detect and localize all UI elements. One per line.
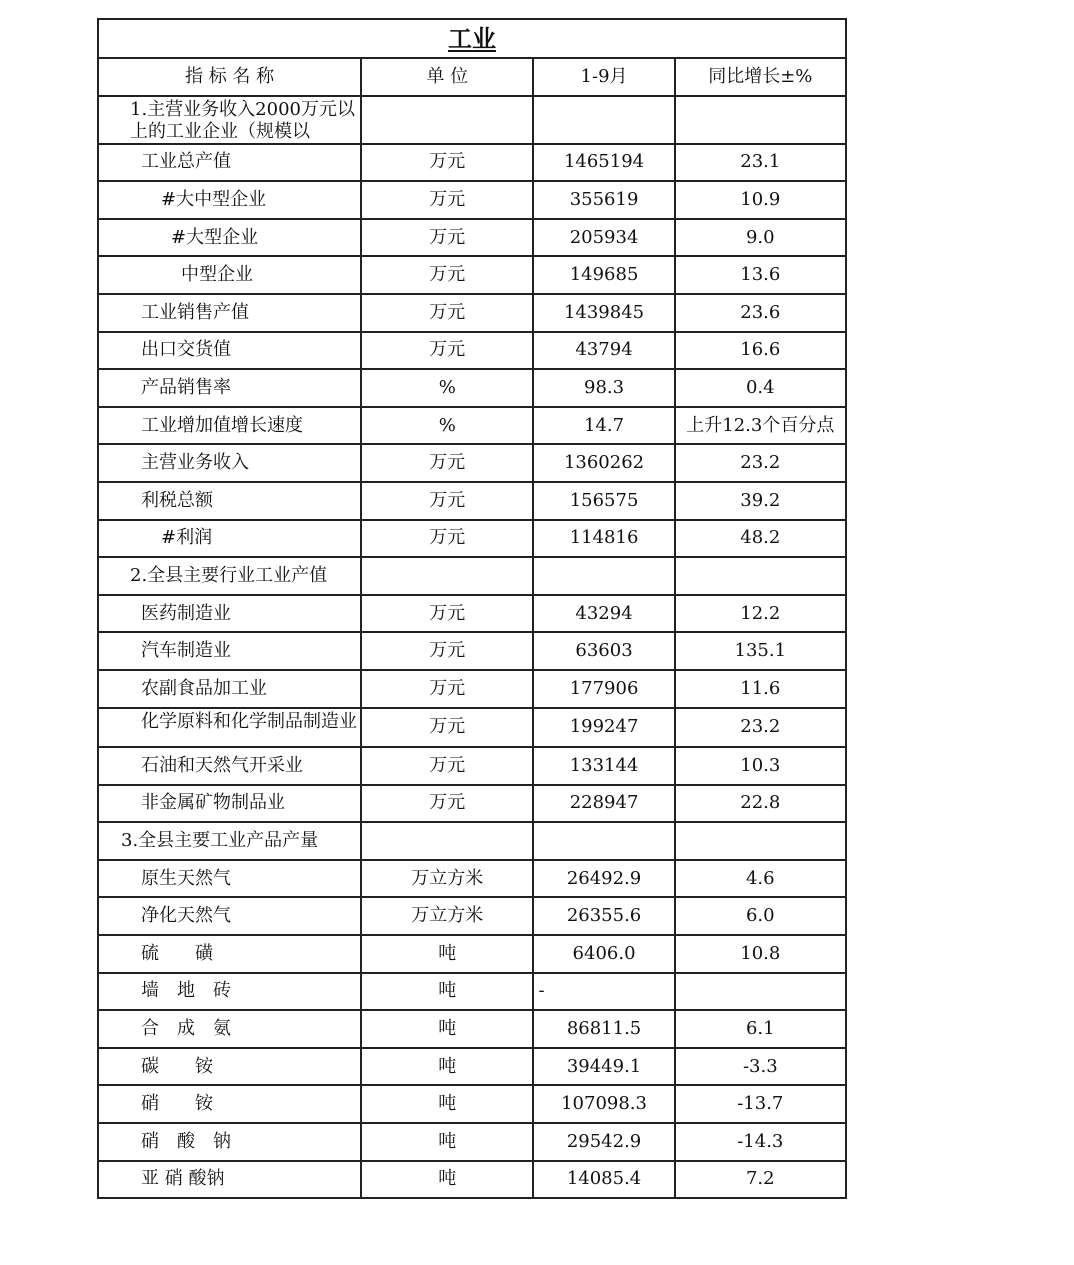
- row-value: 149685: [533, 256, 674, 294]
- row-name: 石油和天然气开采业: [98, 747, 361, 785]
- row-growth: 23.1: [675, 144, 846, 182]
- row-name: 工业总产值: [98, 144, 361, 182]
- row-unit: 万元: [361, 708, 533, 748]
- table-row: [98, 1123, 846, 1161]
- header-indicator-name: 指 标 名 称: [98, 58, 361, 96]
- table-row: [98, 670, 846, 708]
- row-growth: 22.8: [675, 785, 846, 823]
- table-row: [98, 860, 846, 898]
- table-row: [98, 219, 846, 257]
- row-value: -: [533, 973, 674, 1011]
- row-name: 主营业务收入: [98, 444, 361, 482]
- row-value: 29542.9: [533, 1123, 674, 1161]
- row-unit: 万元: [361, 670, 533, 708]
- row-growth: 6.1: [675, 1010, 846, 1048]
- table-row: [98, 973, 846, 1011]
- row-growth: 16.6: [675, 332, 846, 370]
- row-name: 硝 酸 钠: [98, 1123, 361, 1161]
- row-name: 净化天然气: [98, 897, 361, 935]
- row-unit: [361, 557, 533, 595]
- row-unit: 万立方米: [361, 860, 533, 898]
- row-name: 2.全县主要行业工业产值: [98, 557, 361, 595]
- table-row-section: [98, 557, 846, 595]
- row-value: 63603: [533, 632, 674, 670]
- row-name: 碳 铵: [98, 1048, 361, 1086]
- row-growth: 23.2: [675, 444, 846, 482]
- row-unit: 万元: [361, 144, 533, 182]
- row-growth: 48.2: [675, 520, 846, 558]
- table-row-section: [98, 96, 846, 144]
- table-row: [98, 595, 846, 633]
- row-unit: 万元: [361, 785, 533, 823]
- row-growth: 135.1: [675, 632, 846, 670]
- row-value: 43294: [533, 595, 674, 633]
- row-value: 228947: [533, 785, 674, 823]
- table-row: [98, 332, 846, 370]
- row-unit: %: [361, 369, 533, 407]
- row-name: 非金属矿物制品业: [98, 785, 361, 823]
- title-row: [98, 19, 846, 58]
- row-name: 化学原料和化学制品制造业: [98, 708, 361, 748]
- table-row: [98, 632, 846, 670]
- row-value: 86811.5: [533, 1010, 674, 1048]
- row-growth: -3.3: [675, 1048, 846, 1086]
- table-row: [98, 1085, 846, 1123]
- row-value: 114816: [533, 520, 674, 558]
- row-value: 1439845: [533, 294, 674, 332]
- row-name: 工业增加值增长速度: [98, 407, 361, 445]
- row-value: 199247: [533, 708, 674, 748]
- table-row: [98, 520, 846, 558]
- row-value: 98.3: [533, 369, 674, 407]
- row-value: 205934: [533, 219, 674, 257]
- table-row: [98, 294, 846, 332]
- row-name: 1.主营业务收入2000万元以上的工业企业（规模以: [98, 96, 361, 144]
- table-row: [98, 708, 846, 748]
- row-unit: 万元: [361, 294, 533, 332]
- table-row: [98, 1010, 846, 1048]
- row-growth: 上升12.3个百分点: [675, 407, 846, 445]
- row-growth: 39.2: [675, 482, 846, 520]
- row-unit: 吨: [361, 1010, 533, 1048]
- header-growth: 同比增长±%: [675, 58, 846, 96]
- row-growth: 10.8: [675, 935, 846, 973]
- row-value: 26492.9: [533, 860, 674, 898]
- row-growth: 12.2: [675, 595, 846, 633]
- table-row: [98, 785, 846, 823]
- row-name: 利税总额: [98, 482, 361, 520]
- table-row: [98, 181, 846, 219]
- row-unit: 吨: [361, 1048, 533, 1086]
- row-growth: [675, 557, 846, 595]
- row-unit: %: [361, 407, 533, 445]
- row-growth: 10.9: [675, 181, 846, 219]
- industry-statistics-table: [97, 18, 847, 1199]
- header-unit: 单 位: [361, 58, 533, 96]
- row-name: 医药制造业: [98, 595, 361, 633]
- row-unit: 万元: [361, 219, 533, 257]
- row-unit: [361, 96, 533, 144]
- row-name: 硫 磺: [98, 935, 361, 973]
- row-growth: 23.6: [675, 294, 846, 332]
- table-row: [98, 1048, 846, 1086]
- table-row: [98, 369, 846, 407]
- row-unit: 万元: [361, 747, 533, 785]
- row-name: 汽车制造业: [98, 632, 361, 670]
- table-row: [98, 444, 846, 482]
- row-growth: [675, 822, 846, 860]
- row-value: [533, 557, 674, 595]
- table-row: [98, 407, 846, 445]
- row-growth: [675, 96, 846, 144]
- row-unit: 吨: [361, 935, 533, 973]
- row-name: 产品销售率: [98, 369, 361, 407]
- table-title: 工业: [98, 19, 846, 58]
- row-value: [533, 96, 674, 144]
- row-unit: 万元: [361, 256, 533, 294]
- row-unit: 吨: [361, 1161, 533, 1199]
- row-unit: 吨: [361, 973, 533, 1011]
- row-name: 合 成 氨: [98, 1010, 361, 1048]
- row-name: 亚 硝 酸钠: [98, 1161, 361, 1199]
- row-value: [533, 822, 674, 860]
- row-name: 原生天然气: [98, 860, 361, 898]
- row-unit: 万元: [361, 332, 533, 370]
- row-unit: 吨: [361, 1085, 533, 1123]
- header-row: [98, 58, 846, 96]
- row-name: 中型企业: [98, 256, 361, 294]
- row-unit: [361, 822, 533, 860]
- row-growth: -14.3: [675, 1123, 846, 1161]
- table-row: [98, 897, 846, 935]
- row-name: 出口交货值: [98, 332, 361, 370]
- row-value: 177906: [533, 670, 674, 708]
- row-growth: 9.0: [675, 219, 846, 257]
- row-value: 355619: [533, 181, 674, 219]
- row-unit: 万元: [361, 520, 533, 558]
- header-period: 1-9月: [533, 58, 674, 96]
- row-unit: 万立方米: [361, 897, 533, 935]
- row-unit: 万元: [361, 482, 533, 520]
- row-name: 墙 地 砖: [98, 973, 361, 1011]
- row-name: #利润: [98, 520, 361, 558]
- row-value: 26355.6: [533, 897, 674, 935]
- row-unit: 万元: [361, 181, 533, 219]
- row-value: 43794: [533, 332, 674, 370]
- row-name: 硝 铵: [98, 1085, 361, 1123]
- row-name: 工业销售产值: [98, 294, 361, 332]
- row-growth: 7.2: [675, 1161, 846, 1199]
- row-unit: 吨: [361, 1123, 533, 1161]
- row-value: 14085.4: [533, 1161, 674, 1199]
- row-growth: 11.6: [675, 670, 846, 708]
- row-growth: 13.6: [675, 256, 846, 294]
- table-row: [98, 144, 846, 182]
- row-value: 107098.3: [533, 1085, 674, 1123]
- row-growth: 4.6: [675, 860, 846, 898]
- row-value: 133144: [533, 747, 674, 785]
- row-unit: 万元: [361, 632, 533, 670]
- table-row-section: [98, 822, 846, 860]
- row-name: #大型企业: [98, 219, 361, 257]
- row-value: 1465194: [533, 144, 674, 182]
- row-value: 1360262: [533, 444, 674, 482]
- row-name: #大中型企业: [98, 181, 361, 219]
- table-row: [98, 482, 846, 520]
- table-row: [98, 935, 846, 973]
- row-unit: 万元: [361, 595, 533, 633]
- table-row: [98, 1161, 846, 1199]
- row-growth: 0.4: [675, 369, 846, 407]
- row-value: 39449.1: [533, 1048, 674, 1086]
- row-growth: 6.0: [675, 897, 846, 935]
- row-unit: 万元: [361, 444, 533, 482]
- row-name: 3.全县主要工业产品产量: [98, 822, 361, 860]
- row-name: 农副食品加工业: [98, 670, 361, 708]
- table-row: [98, 256, 846, 294]
- row-growth: [675, 973, 846, 1011]
- row-value: 6406.0: [533, 935, 674, 973]
- row-growth: 23.2: [675, 708, 846, 748]
- row-growth: -13.7: [675, 1085, 846, 1123]
- row-growth: 10.3: [675, 747, 846, 785]
- row-value: 156575: [533, 482, 674, 520]
- table-row: [98, 747, 846, 785]
- row-value: 14.7: [533, 407, 674, 445]
